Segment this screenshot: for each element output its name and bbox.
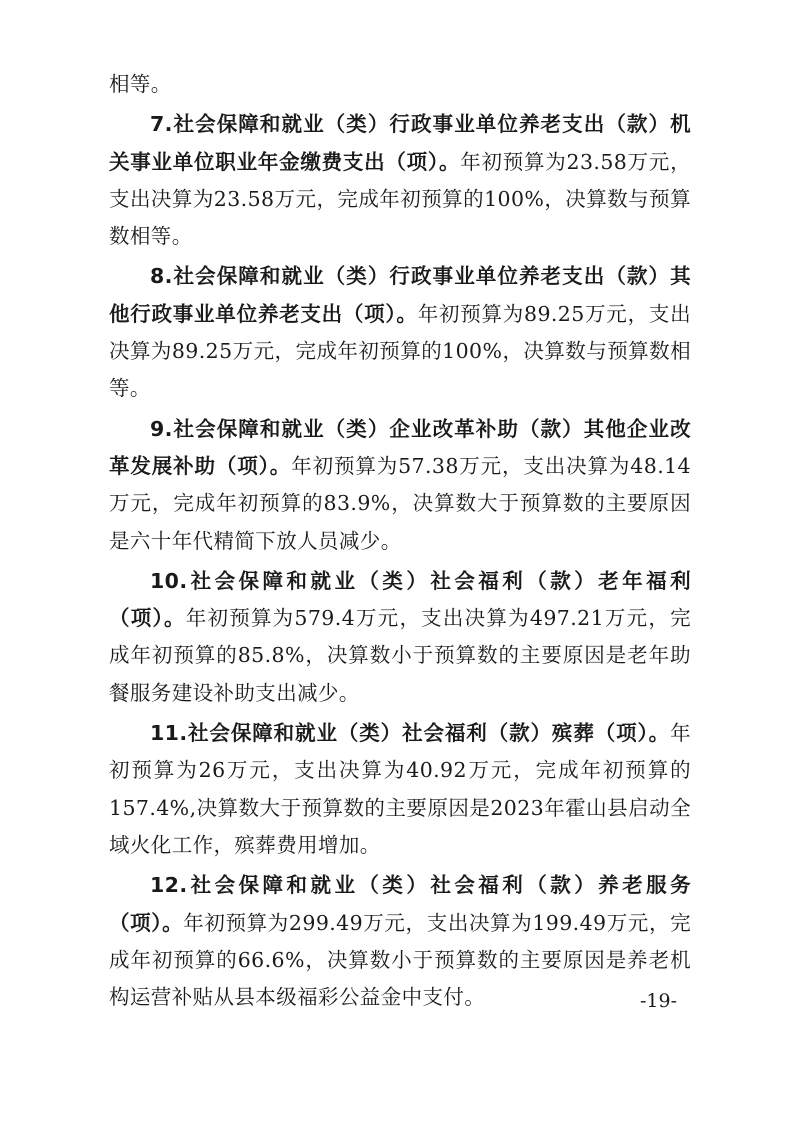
paragraph-body: 年初预算为57.38万元，支出决算为48.14万元，完成年初预算的83.9%，决算数大于预算数的主要原因是六十年代精简下放人员减少。 [109,453,691,553]
page-number: -19- [640,990,678,1012]
paragraph-item-12 [109,867,691,1016]
paragraph-heading: 8.社会保障和就业（类）行政事业单位养老支出（款）其他行政事业单位养老支出（项）。 [109,264,691,326]
paragraph-heading: 10.社会保障和就业（类）社会福利（款）老年福利（项）。 [109,568,691,631]
paragraph-heading: 11.社会保障和就业（类）社会福利（款）殡葬（项）。 [150,721,671,746]
paragraph-continuation [109,66,691,103]
paragraph-heading: 12.社会保障和就业（类）社会福利（款）养老服务（项）。 [109,873,691,935]
paragraph-body: 年初预算为579.4万元，支出决算为497.21万元，完成年初预算的85.8%，决算数小于预算数的主要原因是老年助餐服务建设补助支出减少。 [109,606,691,705]
paragraph-body: 年初预算为299.49万元，支出决算为199.49万元，完成年初预算的66.6%，决算数小于预算数的主要原因是养老机构运营补贴从县本级福彩公益金中支付。 [109,910,691,1010]
paragraph-body: 年初预算为89.25万元，支出决算为89.25万元，完成年初预算的100%，决算数与预算数相等。 [109,301,691,401]
document-body [109,66,691,1016]
paragraph-item-7 [109,106,691,255]
paragraph-heading: 7.社会保障和就业（类）行政事业单位养老支出（款）机关事业单位职业年金缴费支出（项）。 [109,112,691,174]
paragraph-body: 相等。 [109,72,172,96]
paragraph-body: 年初预算为23.58万元，支出决算为23.58万元，完成年初预算的100%，决算数与预算数相等。 [109,149,691,249]
paragraph-item-11 [109,715,691,864]
paragraph-body: 年初预算为26万元，支出决算为40.92万元，完成年初预算的157.4%,决算数大于预算数的主要原因是2023年霍山县启动全域火化工作，殡葬费用增加。 [109,721,691,857]
paragraph-item-9 [109,411,691,560]
paragraph-heading: 9.社会保障和就业（类）企业改革补助（款）其他企业改革发展补助（项）。 [109,416,691,478]
paragraph-item-8 [109,258,691,407]
paragraph-item-10 [109,563,691,712]
